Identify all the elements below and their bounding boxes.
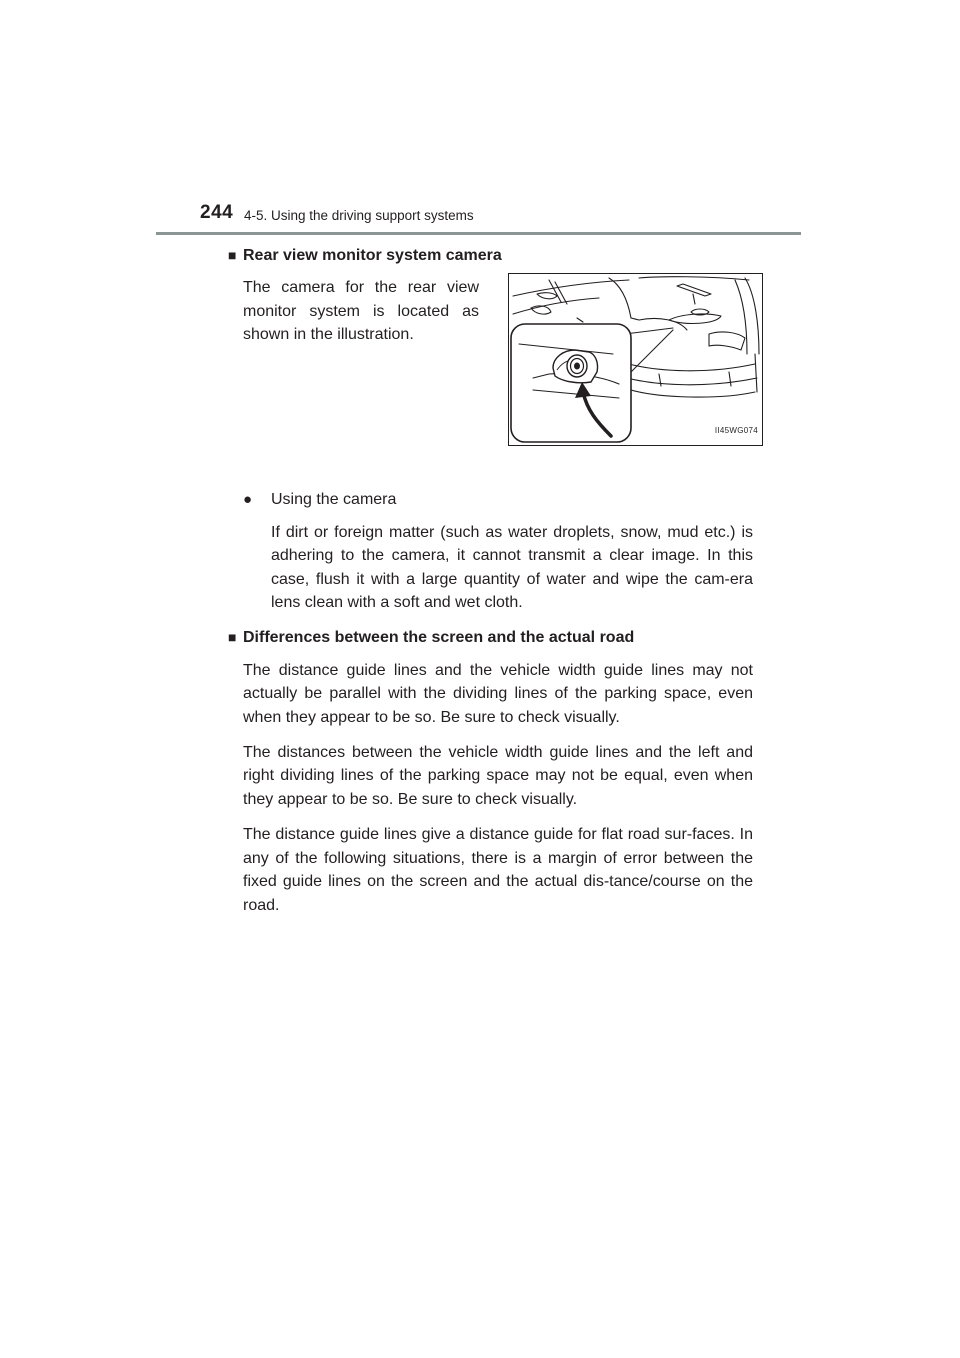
camera-location-illustration [508,273,763,446]
section-heading-differences-text: Differences between the screen and the actual road [243,629,635,647]
bullet-title: Using the camera [271,491,397,509]
square-bullet-icon: ■ [228,247,237,263]
section-heading-camera [228,244,753,267]
detail-inset [511,324,631,442]
section-heading-differences [228,626,753,649]
paragraph: The distance guide lines give a distance guide for flat road sur-faces. In any of the following situations, there is a margin of error between the fixed guide lines on the screen and the actual dis-tance/course on the road. [243,826,753,914]
square-bullet-icon: ■ [228,629,237,646]
page-number: 244 [200,202,234,223]
camera-intro-text: The camera for the rear view monitor system is located as shown in the illustration. [243,279,479,344]
differences-body [243,659,753,917]
figure-code: II45WG074 [714,426,758,435]
bullet-text: If dirt or foreign matter (such as water droplets, snow, mud etc.) is adhering to the camera, it cannot transmit a clear image. In this case, flush it with a large quantity of water and wipe the cam-era lens clean with a soft and wet cloth. [271,523,753,612]
paragraph: The distances between the vehicle width guide lines and the left and right dividing lines of the parking space may not be equal, even when they appear to be so. Be sure to check visually. [243,744,753,808]
page-content [228,244,758,917]
section-heading-camera-text: Rear view monitor system camera [243,247,502,264]
round-bullet-icon: ● [243,491,253,509]
header-divider [156,232,801,235]
camera-bullet [243,488,753,614]
section-title: 4-5. Using the driving support systems [244,208,474,223]
paragraph: The distance guide lines and the vehicle width guide lines may not actually be parallel with the dividing lines of the parking space, even when they appear to be so. Be sure to check visually. [243,661,753,726]
camera-intro-block [243,276,758,488]
camera-icon [553,350,598,383]
bullet-title-row [243,488,753,511]
